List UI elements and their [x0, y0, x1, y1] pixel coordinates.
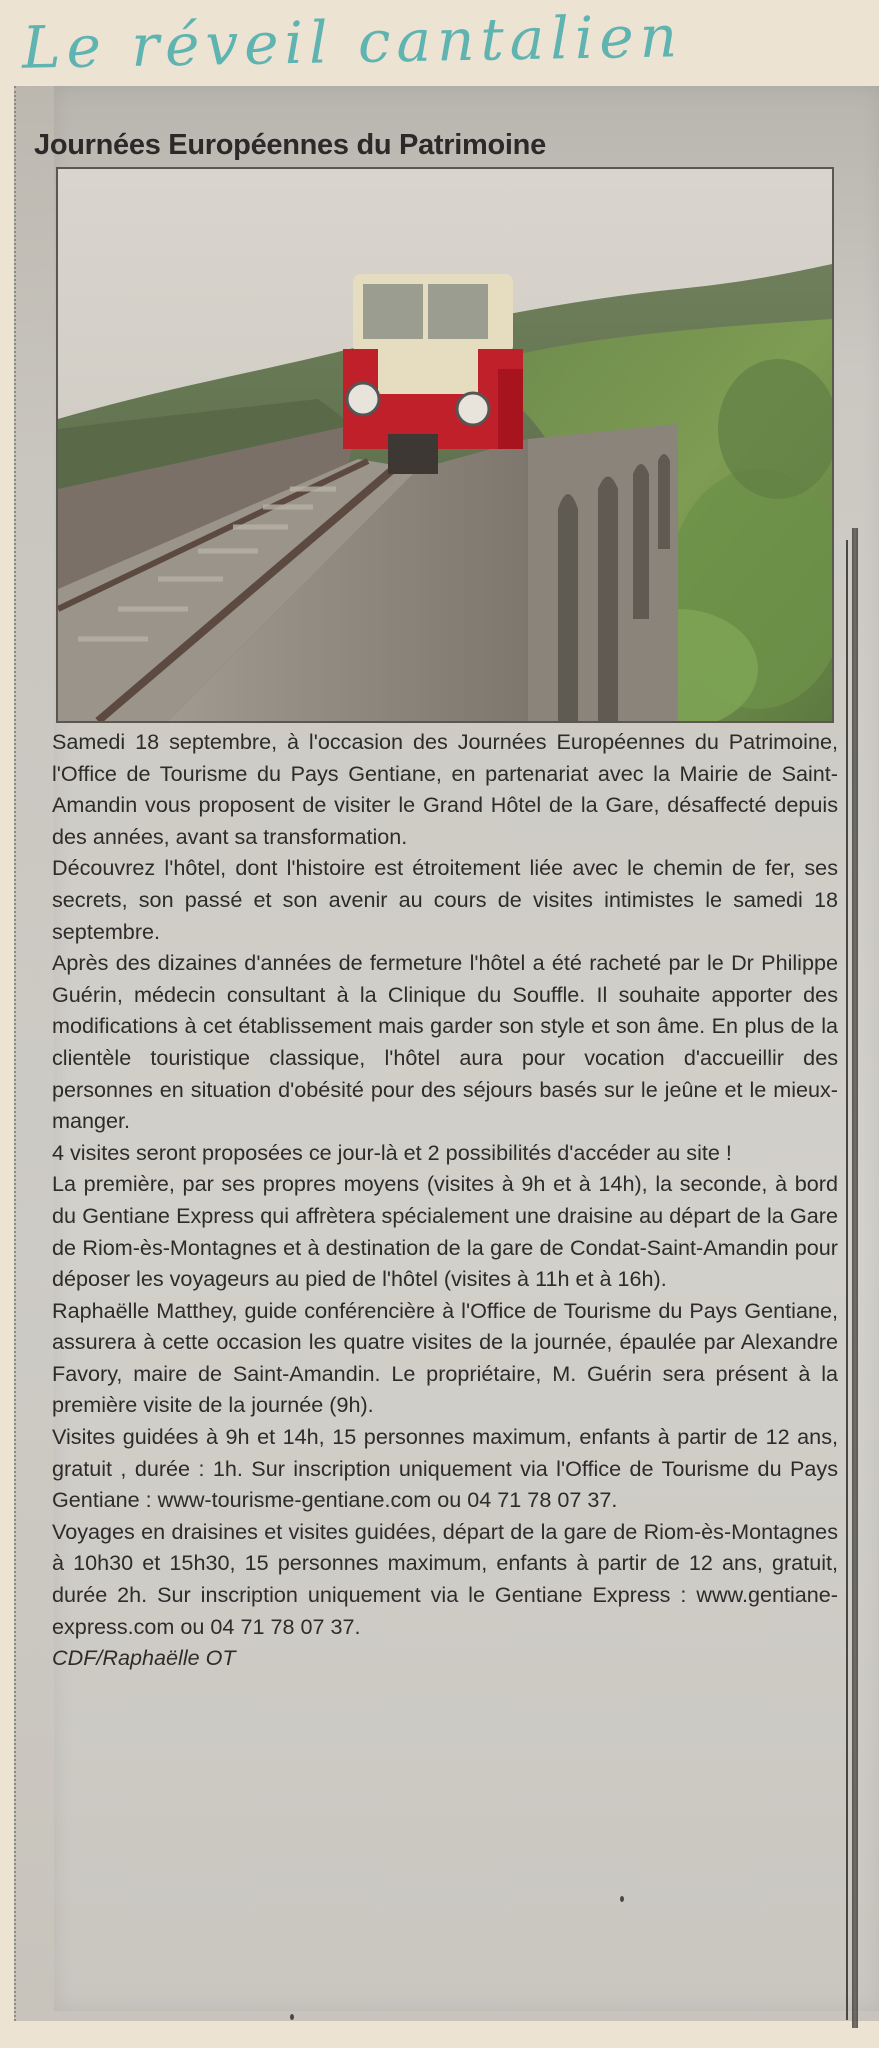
handwritten-source-note: Le réveil cantalien: [21, 2, 684, 82]
article-paragraph-2: Découvrez l'hôtel, dont l'histoire est étroitement liée avec le chemin de fer, ses secrets, son passé et son avenir au cours de visites intimistes le samedi 18 septembre.: [52, 855, 838, 944]
article-text-column: [52, 726, 838, 1674]
article-paragraph-4: 4 visites seront proposées ce jour-là et 2 possibilités d'accéder au site !: [52, 1139, 732, 1165]
article-paragraph-5: La première, par ses propres moyens (visites à 9h et à 14h), la seconde, à bord du Gentiane Express qui affrètera spécialement une draisine au départ de la Gare de Riom-ès-Montagnes et à destination de la gare de Condat-Saint-Amandin pour déposer les voyageurs au pied de l'hôtel (visites à 11h et à 16h).: [52, 1171, 838, 1292]
column-rule: [852, 528, 858, 2028]
article-photo: [56, 167, 834, 723]
article-credit: CDF/Raphaëlle OT: [52, 1645, 236, 1671]
article-headline: Journées Européennes du Patrimoine: [34, 129, 546, 162]
article-paragraph-6: Raphaëlle Matthey, guide conférencière à l'Office de Tourisme du Pays Gentiane, assurera à cette occasion les quatre visites de la journée, épaulée par Alexandre Favory, maire de Saint-Amandin. Le propriétaire, M. Guérin sera présent à la première visite de la journée (9h).: [52, 1297, 838, 1418]
article-paragraph-8: Voyages en draisines et visites guidées, départ de la gare de Riom-ès-Montagnes à 10h30 et 15h30, 15 personnes maximum, enfants à partir de 12 ans, gratuit, durée 2h. Sur inscription uniquement via le Gentiane Express : www.gentiane-express.com ou 04 71 78 07 37.: [52, 1518, 838, 1639]
column-rule-thin: [846, 540, 848, 2020]
article-paragraph-1: Samedi 18 septembre, à l'occasion des Journées Européennes du Patrimoine, l'Office de Tourisme du Pays Gentiane, en partenariat avec la Mairie de Saint-Amandin vous proposent de visiter le Grand Hôtel de la Gare, désaffecté depuis des années, avant sa transformation.: [52, 729, 838, 849]
paper-speck: [290, 2014, 294, 2020]
paper-speck: [620, 1896, 624, 1902]
viaduct-draisine-image: [58, 169, 832, 721]
article-paragraph-7: Visites guidées à 9h et 14h, 15 personnes maximum, enfants à partir de 12 ans, gratuit , durée : 1h. Sur inscription uniquement via l'Office de Tourisme du Pays Gentiane : www-tourisme-gentiane.com ou 04 71 78 07 37.: [52, 1424, 838, 1513]
article-paragraph-3: Après des dizaines d'années de fermeture l'hôtel a été racheté par le Dr Philippe Guérin, médecin consultant à la Clinique du Souffle. Il souhaite apporter des modifications à cet établissement mais garder son style et son âme. En plus de la clientèle touristique classique, l'hôtel aura pour vocation d'accueillir des personnes en situation d'obésité pour des séjours basés sur le jeûne et le mieux-manger.: [52, 950, 838, 1134]
draisine-railcar: [343, 274, 523, 474]
